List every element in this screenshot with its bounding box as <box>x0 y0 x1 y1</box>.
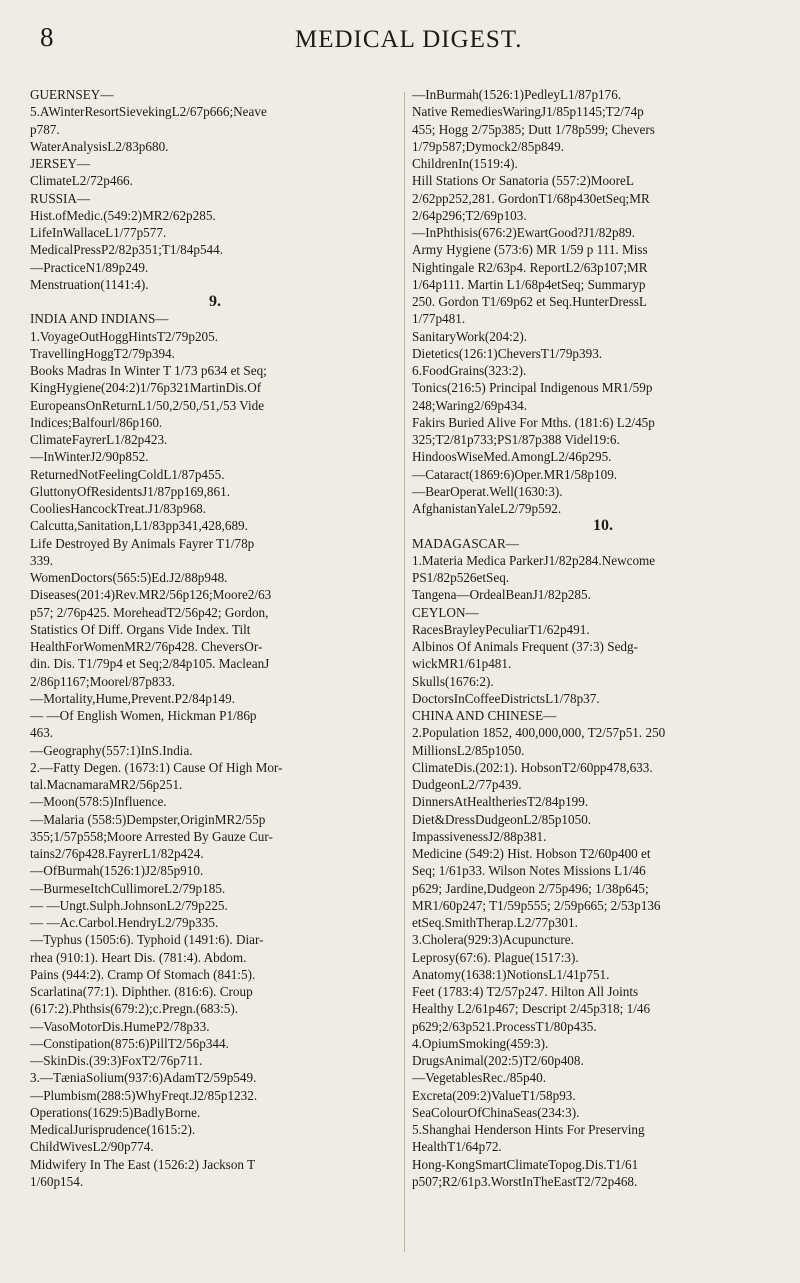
page-title: MEDICAL DIGEST. <box>295 26 523 53</box>
index-entry-line: Operations(1629:5)BadlyBorne. <box>30 1104 201 1120</box>
index-entry-line: 1.VoyageOutHoggHintsT2/79p205. <box>30 328 219 344</box>
index-entry-line: — —Ungt.Sulph.JohnsonL2/79p225. <box>30 897 228 913</box>
index-entry-line: 1/60p154. <box>30 1173 84 1189</box>
index-entry-line: 2/64p296;T2/69p103. <box>412 207 527 223</box>
index-entry-line: —Plumbism(288:5)WhyFreqt.J2/85p1232. <box>30 1087 258 1103</box>
index-entry-line: —Mortality,Hume,Prevent.P2/84p149. <box>30 690 235 706</box>
index-entry-line: Statistics Of Diff. Organs Vide Index. Tilt <box>30 621 251 637</box>
index-entry-line: ImpassivenessJ2/88p381. <box>412 828 547 844</box>
index-entry-line: PS1/82p526etSeq. <box>412 570 510 585</box>
index-entry-line: 1/64p111. Martin L1/68p4etSeq; Summaryp <box>412 276 646 292</box>
index-entry-line: tal.MacnamaraMR2/56p251. <box>30 777 183 792</box>
index-entry-line: TravellingHoggT2/79p394. <box>30 345 175 361</box>
index-entry-line: etSeq.SmithTherap.L2/77p301. <box>412 915 578 930</box>
index-entry-line: Anatomy(1638:1)NotionsL1/41p751. <box>412 966 610 982</box>
index-entry-line: KingHygiene(204:2)1/76p321MartinDis.Of <box>30 380 262 396</box>
index-entry-line: —Constipation(875:6)PillT2/56p344. <box>30 1035 229 1051</box>
index-entry-line: —BearOperat.Well(1630:3). <box>412 483 563 499</box>
index-entry-line: WomenDoctors(565:5)Ed.J2/88p948. <box>30 570 228 585</box>
index-entry-line: —Cataract(1869:6)Oper.MR1/58p109. <box>412 466 618 482</box>
index-entry-line: 325;T2/81p733;PS1/87p388 Videl19:6. <box>412 432 620 447</box>
index-entry-line: Life Destroyed By Animals Fayrer T1/78p <box>30 535 255 551</box>
index-entry-line: ClimateL2/72p466. <box>30 173 133 189</box>
index-entry-line: 10. <box>593 517 613 535</box>
index-entry-line: Books Madras In Winter T 1/73 p634 et Seq; <box>30 363 267 378</box>
index-entry-line: ReturnedNotFeelingColdL1/87p455. <box>30 466 225 482</box>
index-entry-line: —InWinterJ2/90p852. <box>30 449 149 465</box>
index-entry-line: HindoosWiseMed.AmongL2/46p295. <box>412 449 612 465</box>
index-entry-line: Hist.ofMedic.(549:2)MR2/62p285. <box>30 207 216 223</box>
index-entry-line: Excreta(209:2)ValueT1/58p93. <box>412 1087 576 1103</box>
index-entry-line: —Geography(557:1)InS.India. <box>30 742 193 758</box>
index-entry-line: SanitaryWork(204:2). <box>412 328 528 344</box>
index-entry-line: —SkinDis.(39:3)FoxT2/76p711. <box>30 1053 203 1068</box>
index-entry-line: AfghanistanYaleL2/79p592. <box>412 501 562 516</box>
index-entry-line: Skulls(1676:2). <box>412 673 494 689</box>
index-entry-line: Native RemediesWaringJ1/85p1145;T2/74p <box>412 104 644 120</box>
index-entry-line: Calcutta,Sanitation,L1/83pp341,428,689. <box>30 518 248 534</box>
index-entry-line: wickMR1/61p481. <box>412 656 512 672</box>
index-entry-line: 339. <box>30 552 54 568</box>
index-entry-line: 2.—Fatty Degen. (1673:1) Cause Of High Mor- <box>30 759 283 775</box>
index-entry-line: Medicine (549:2) Hist. Hobson T2/60p400 et <box>412 846 651 861</box>
index-entry-line: —InPhthisis(676:2)EwartGood?J1/82p89. <box>412 225 636 240</box>
index-entry-line: Menstruation(1141:4). <box>30 276 149 292</box>
index-entry-line: MedicalJurisprudence(1615:2). <box>30 1122 196 1137</box>
index-entry-line: Midwifery In The East (1526:2) Jackson T <box>30 1156 256 1172</box>
index-entry-line: CooliesHancockTreat.J1/83p968. <box>30 501 207 516</box>
index-entry-line: 3.Cholera(929:3)Acupuncture. <box>412 932 574 948</box>
index-entry-line: — —Of English Women, Hickman P1/86p <box>30 708 257 723</box>
index-entry-line: —PracticeN1/89p249. <box>30 259 149 275</box>
index-entry-line: 4.OpiumSmoking(459:3). <box>412 1035 549 1051</box>
index-entry-line: Tonics(216:5) Principal Indigenous MR1/59p <box>412 380 653 396</box>
index-entry-line: Pains (944:2). Cramp Of Stomach (841:5). <box>30 966 256 982</box>
index-entry-line: LifeInWallaceL1/77p577. <box>30 225 167 240</box>
index-entry-line: p507;R2/61p3.WorstInTheEastT2/72p468. <box>412 1173 638 1189</box>
index-entry-line: CEYLON— <box>412 604 479 620</box>
index-entry-line: DrugsAnimal(202:5)T2/60p408. <box>412 1053 584 1068</box>
index-entry-line: Fakirs Buried Alive For Mths. (181:6) L2/45p <box>412 414 655 430</box>
index-entry-line: DinnersAtHealtheriesT2/84p199. <box>412 794 589 810</box>
index-entry-line: Seq; 1/61p33. Wilson Notes Missions L1/46 <box>412 863 646 879</box>
index-entry-line: (617:2).Phthsis(679:2);c.Pregn.(683:5). <box>30 1001 239 1017</box>
index-entry-line: 5.Shanghai Henderson Hints For Preserving <box>412 1122 645 1137</box>
index-entry-line: DoctorsInCoffeeDistrictsL1/78p37. <box>412 690 600 706</box>
page-number: 8 <box>40 22 54 52</box>
page-header <box>0 22 800 62</box>
index-entry-line: Indices;Balfourl/86p160. <box>30 414 163 430</box>
index-entry-line: —OfBurmah(1526:1)J2/85p910. <box>30 863 204 879</box>
index-entry-line: Leprosy(67:6). Plague(1517:3). <box>412 949 579 965</box>
index-entry-line: ChildWivesL2/90p774. <box>30 1139 154 1155</box>
index-entry-line: ClimateDis.(202:1). HobsonT2/60pp478,633. <box>412 759 653 775</box>
column-divider <box>404 92 405 1252</box>
index-entry-line: —Moon(578:5)Influence. <box>30 794 167 810</box>
index-entry-line: ChildrenIn(1519:4). <box>412 156 518 171</box>
index-entry-line: 6.FoodGrains(323:2). <box>412 363 527 378</box>
index-entry-line: —InBurmah(1526:1)PedleyL1/87p176. <box>412 87 622 102</box>
index-entry-line: EuropeansOnReturnL1/50,2/50,/51,/53 Vide <box>30 397 265 413</box>
index-entry-line: —Typhus (1505:6). Typhoid (1491:6). Diar- <box>30 932 264 948</box>
index-entry-line: MADAGASCAR— <box>412 535 519 551</box>
index-entry-line: ClimateFayrerL1/82p423. <box>30 432 168 447</box>
index-entry-line: Army Hygiene (573:6) MR 1/59 p 111. Miss <box>412 242 648 258</box>
index-entry-line: MR1/60p247; T1/59p555; 2/59p665; 2/53p136 <box>412 897 661 913</box>
index-entry-line: 2/62pp252,281. GordonT1/68p430etSeq;MR <box>412 190 650 206</box>
index-entry-line: Scarlatina(77:1). Diphther. (816:6). Croup <box>30 984 253 999</box>
index-entry-line: din. Dis. T1/79p4 et Seq;2/84p105. MacleanJ <box>30 656 270 672</box>
index-entry-line: RUSSIA— <box>30 190 91 206</box>
index-entry-line: —Malaria (558:5)Dempster,OriginMR2/55p <box>30 811 266 827</box>
index-entry-line: 455; Hogg 2/75p385; Dutt 1/78p599; Chevers <box>412 121 655 137</box>
index-entry-line: 250. Gordon T1/69p62 et Seq.HunterDressL <box>412 294 647 309</box>
index-entry-line: 9. <box>209 293 221 310</box>
index-entry-line: 1/77p481. <box>412 311 466 327</box>
index-entry-line: 1.Materia Medica ParkerJ1/82p284.Newcome <box>412 552 656 568</box>
index-entry-line: SeaColourOfChinaSeas(234:3). <box>412 1104 580 1120</box>
index-entry-line: Healthy L2/61p467; Descript 2/45p318; 1/46 <box>412 1001 651 1017</box>
index-entry-line: p629;2/63p521.ProcessT1/80p435. <box>412 1018 597 1034</box>
index-entry-line: Diet&DressDudgeonL2/85p1050. <box>412 811 592 827</box>
index-entry-line: MedicalPressP2/82p351;T1/84p544. <box>30 242 224 258</box>
index-entry-line: HealthT1/64p72. <box>412 1139 502 1155</box>
index-entry-line: —VegetablesRec./85p40. <box>412 1070 547 1086</box>
index-entry-line: Dietetics(126:1)CheversT1/79p393. <box>412 345 603 361</box>
index-entry-line: Diseases(201:4)Rev.MR2/56p126;Moore2/63 <box>30 587 272 603</box>
index-entry-line: 248;Waring2/69p434. <box>412 397 528 413</box>
index-entry-line: — —Ac.Carbol.HendryL2/79p335. <box>30 915 219 930</box>
index-entry-line: tains2/76p428.FayrerL1/82p424. <box>30 846 204 861</box>
index-entry-line: Feet (1783:4) T2/57p247. Hilton All Joints <box>412 984 639 999</box>
left-column <box>30 86 400 1190</box>
index-entry-line: WaterAnalysisL2/83p680. <box>30 138 169 154</box>
index-entry-line: MillionsL2/85p1050. <box>412 742 525 758</box>
index-entry-line: JERSEY— <box>30 156 91 171</box>
index-entry-line: CHINA AND CHINESE— <box>412 708 557 723</box>
index-entry-line: GUERNSEY— <box>30 87 114 102</box>
index-entry-line: 1/79p587;Dymock2/85p849. <box>412 138 565 154</box>
index-entry-line: HealthForWomenMR2/76p428. CheversOr- <box>30 639 263 654</box>
index-entry-line: DudgeonL2/77p439. <box>412 777 522 792</box>
index-entry-line: p787. <box>30 121 60 137</box>
index-entry-line: Nightingale R2/63p4. ReportL2/63p107;MR <box>412 259 648 275</box>
index-entry-line: 3.—TæniaSolium(937:6)AdamT2/59p549. <box>30 1070 257 1086</box>
index-entry-line: Albinos Of Animals Frequent (37:3) Sedg- <box>412 639 638 654</box>
index-entry-line: 2.Population 1852, 400,000,000, T2/57p51. 250 <box>412 725 666 741</box>
right-column <box>412 86 794 1190</box>
index-entry-line: 463. <box>30 725 54 741</box>
index-entry-line: p629; Jardine,Dudgeon 2/75p496; 1/38p645; <box>412 880 649 896</box>
index-entry-line: 355;1/57p558;Moore Arrested By Gauze Cur- <box>30 828 273 844</box>
index-entry-line: Hong-KongSmartClimateTopog.Dis.T1/61 <box>412 1156 639 1172</box>
index-entry-line: —VasoMotorDis.HumeP2/78p33. <box>30 1018 210 1034</box>
index-entry-line: INDIA AND INDIANS— <box>30 311 169 327</box>
index-entry-line: rhea (910:1). Heart Dis. (781:4). Abdom. <box>30 949 247 965</box>
index-entry-line: 2/86p1167;Moorel/87p833. <box>30 673 175 689</box>
index-entry-line: Hill Stations Or Sanatoria (557:2)MooreL <box>412 173 634 189</box>
index-entry-line: 5.AWinterResortSievekingL2/67p666;Neave <box>30 104 267 120</box>
index-entry-line: GluttonyOfResidentsJ1/87pp169,861. <box>30 483 231 499</box>
index-entry-line: Tangena—OrdealBeanJ1/82p285. <box>412 587 591 603</box>
index-entry-line: p57; 2/76p425. MoreheadT2/56p42; Gordon, <box>30 604 269 620</box>
index-entry-line: RacesBrayleyPeculiarT1/62p491. <box>412 621 590 637</box>
index-entry-line: —BurmeseItchCullimoreL2/79p185. <box>30 880 226 896</box>
